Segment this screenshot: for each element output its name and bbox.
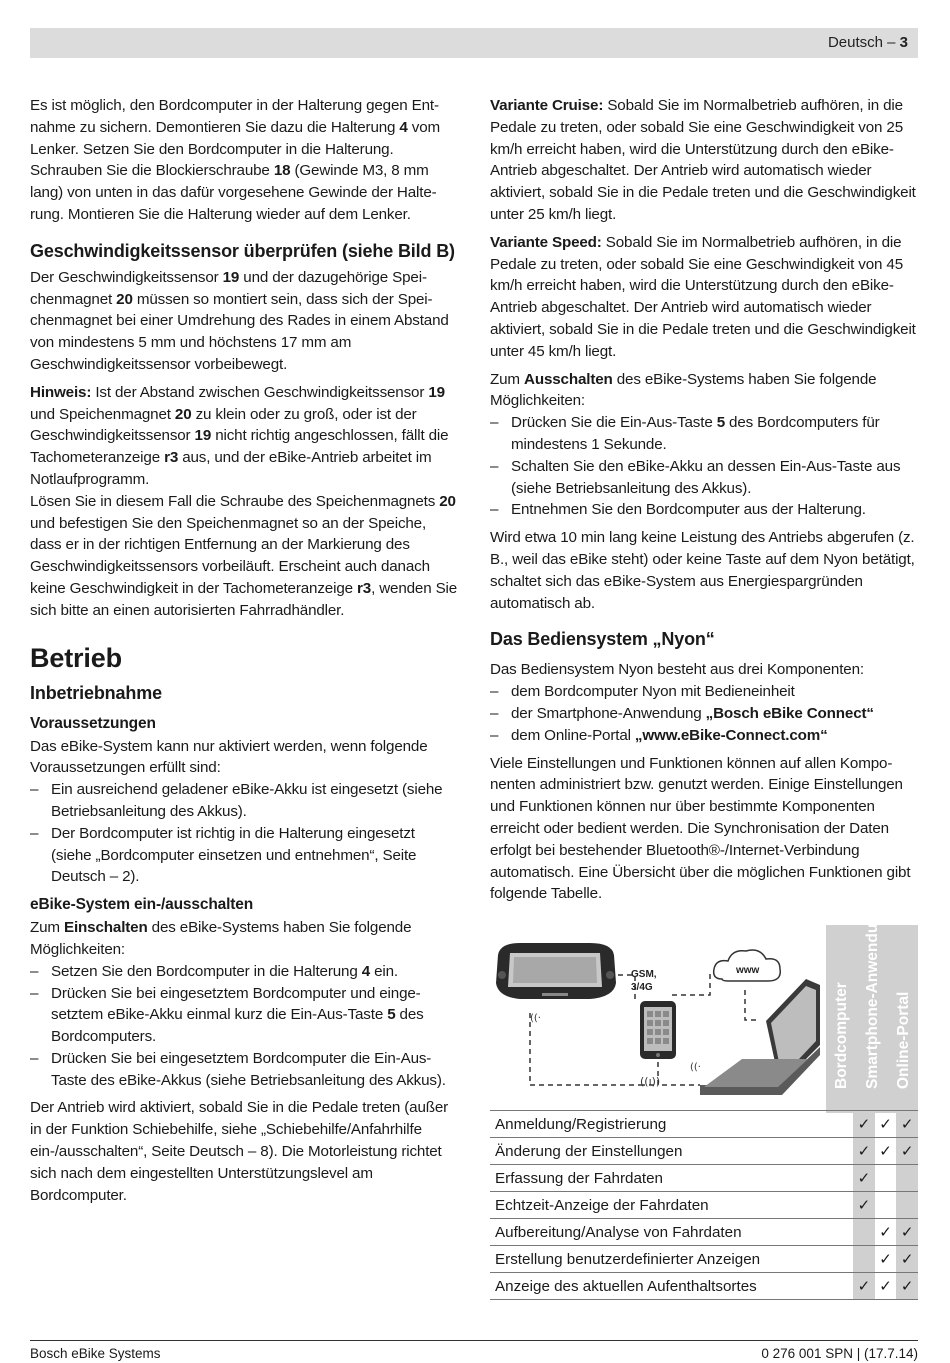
footer-divider (30, 1340, 918, 1341)
section-title-betrieb: Betrieb (30, 642, 122, 673)
list-item: – Setzen Sie den Bordcomputer in die Halterung 4 ein. (30, 961, 458, 983)
feature-label: Anmeldung/Registrierung (490, 1111, 853, 1138)
table-row (490, 1219, 918, 1246)
check-cell: ✓ (896, 1246, 918, 1273)
nyon-heading: Das Bediensystem „Nyon“ (490, 629, 715, 650)
check-cell: ✓ (896, 1111, 918, 1138)
check-cell: ✓ (896, 1219, 918, 1246)
bluetooth-icon: ᛒ (610, 959, 616, 970)
check-cell: ✓ (896, 1138, 918, 1165)
footer-brand: Bosch eBike Systems (30, 1346, 161, 1361)
col-head-smartphone: Smartphone-Anwendung (864, 904, 881, 1089)
footer-doc-number: 0 276 001 SPN | (17.7.14) (761, 1346, 918, 1361)
bluetooth-link-line (530, 1013, 640, 1085)
feature-label: Erstellung benutzerdefinierter Anzeigen (490, 1246, 853, 1273)
nyon-intro: Das Bediensystem Nyon besteht aus drei Komponenten: (490, 661, 864, 679)
gsm-label-2: 3/4G (631, 982, 653, 993)
www-label: www (736, 965, 760, 976)
check-cell: ✓ (875, 1138, 897, 1165)
speed-paragraph: Variante Speed: Sobald Sie im Normalbetrieb aufhören, in die Pedale zu treten, oder sobald Sie eine Geschwindigkeit von 45 km/h erreicht haben, wird die Unterstützung durch den eBike-Antrieb abgeschaltet. Der Antrieb wird automatisch wieder aktiviert, sobald Sie in die Pedale treten und die Geschwindigkeit unter 45 km/h liegt. (490, 233, 916, 360)
antenna-icon: ((ı)) (640, 1075, 661, 1088)
col-head-online-portal: Online-Portal (895, 991, 912, 1089)
list-item: – dem Online-Portal „www.eBike-Connect.com“ (490, 725, 918, 747)
list-item: – Der Bordcomputer ist richtig in die Halterung eingesetzt (siehe „Bordcomputer einsetzen und entnehmen“, Seite Deutsch – 2). (30, 823, 458, 888)
table-row (490, 1246, 918, 1273)
check-cell: ✓ (875, 1111, 897, 1138)
list-item: – Ein ausreichend geladener eBike-Akku ist eingesetzt (siehe Betriebsanleitung des Akkus). (30, 779, 458, 823)
ausschalten-list (490, 412, 918, 521)
subsection-title-inbetriebnahme: Inbetriebnahme (30, 682, 162, 703)
feature-label: Echtzeit-Anzeige der Fahrdaten (490, 1192, 853, 1219)
check-cell: ✓ (853, 1192, 875, 1219)
antrieb-paragraph: Der Antrieb wird aktiviert, sobald Sie in die Pedale treten (außer in der Funktion Schiebehilfe, siehe „Schiebehilfe/Anfahrhilfe ein-/ausschalten“, Seite Deutsch – 8). Die Motorleistung richtet sich nach dem eingestellten Unterstützungslevel am Bordcomputer. (30, 1099, 449, 1204)
check-cell (896, 1165, 918, 1192)
ausschalten-paragraph: Zum Ausschalten des eBike-Systems haben Sie folgende Möglichkeiten: (490, 370, 877, 410)
list-item: – der Smartphone-Anwendung „Bosch eBike Connect“ (490, 703, 918, 725)
list-item: – dem Bordcomputer Nyon mit Bedieneinheit (490, 681, 918, 703)
header-page-label (828, 34, 908, 51)
einschalten-list (30, 961, 458, 1092)
list-item: – Schalten Sie den eBike-Akku an dessen Ein-Aus-Taste aus (siehe Betriebsanleitung des Akkus). (490, 456, 918, 500)
list-item: – Entnehmen Sie den Bordcomputer aus der Halterung. (490, 499, 918, 521)
cloud-icon (714, 950, 781, 981)
signal-icon: ((· (530, 1013, 541, 1024)
check-cell: ✓ (853, 1273, 875, 1300)
speed-sensor-paragraph: Der Geschwindigkeitssensor 19 und der dazugehörige Speichenmagnet 20 müssen so montiert sein, dass sich der Speichenmagnet bei einer Umdrehung des Rades in einem Abstand von mindestens 5 mm und höchstens 17 mm am Geschwindigkeitssensor vorbeibewegt. (30, 268, 449, 373)
right-column (490, 95, 918, 911)
check-cell (875, 1165, 897, 1192)
header-language: Deutsch (827, 34, 883, 51)
nyon-paragraph: Viele Einstellungen und Funktionen können auf allen Komponenten administriert bzw. genutzt werden. Einige Einstellungen und Funktionen können nur über bestimmte Komponenten erreicht oder bedient werden. Die Synchronisation der Daten erfolgt bei bestehender Bluetooth®-/Internet-Verbindung automatisch. Eine Übersicht über die möglichen Funktionen gibt folgende Tabelle. (490, 754, 911, 903)
voraus-list (30, 779, 458, 888)
gsm-label: GSM, (631, 969, 657, 980)
table-row (490, 1192, 918, 1219)
table-row (490, 1138, 918, 1165)
table-column-headers (826, 904, 918, 1113)
feature-label: Erfassung der Fahrdaten (490, 1165, 853, 1192)
nyon-device-icon (496, 943, 616, 999)
header-page-number: 3 (899, 34, 908, 51)
left-column (30, 95, 458, 1212)
voraus-paragraph: Das eBike-System kann nur aktiviert werden, wenn folgende Voraussetzungen erfüllt sind: (30, 737, 428, 777)
check-cell (896, 1192, 918, 1219)
feature-label: Anzeige des aktuellen Aufenthaltsortes (490, 1273, 853, 1300)
list-item: – Drücken Sie bei eingesetztem Bordcomputer und eingesetztem eBike-Akku einmal kurz die Ein-Aus-Taste 5 des Bordcomputers. (30, 983, 458, 1048)
check-cell: ✓ (853, 1165, 875, 1192)
fix-paragraph: Lösen Sie in diesem Fall die Schraube des Speichenmagnets 20 und befestigen Sie den Speichenmagnet so an der Speiche, dass er in der richtigen Entfernung an der Markierung des Geschwindigkeitssensors vorbeiläuft. Erscheint auch danach keine Geschwindigkeit in der Tachometeranzeige r3, wenden Sie sich bitte an einen autorisierten Fahrradhändler. (30, 492, 458, 619)
einschalten-paragraph: Zum Einschalten des eBike-Systems haben Sie folgende Möglichkeiten: (30, 919, 412, 958)
check-cell: ✓ (875, 1219, 897, 1246)
nyon-list (490, 681, 918, 746)
col-head-bordcomputer: Bordcomputer (833, 982, 850, 1089)
heading-voraussetzungen: Voraussetzungen (30, 714, 156, 732)
cloud-to-laptop-line (745, 990, 760, 1020)
table-row (490, 1273, 918, 1300)
heading-ein-aus: eBike-System ein-/ausschalten (30, 896, 254, 914)
hint-paragraph: Hinweis: Ist der Abstand zwischen Geschwindigkeitssensor 19 und Speichenmagnet 20 zu klein oder zu groß, oder ist der Geschwindigkeitssensor 19 nicht richtig angeschlossen, fällt die Tachometeranzeige r3 aus, und der eBike-Antrieb arbeitet im Notlaufprogramm. (30, 383, 449, 488)
wifi-icon: ((· (690, 1062, 701, 1073)
auto-off-paragraph: Wird etwa 10 min lang keine Leistung des Antriebs abgerufen (z. B., weil das eBike steht) oder keine Taste auf dem Nyon betätigt, schaltet sich das eBike-System aus Energiespargründen automatisch ab. (490, 529, 915, 612)
check-cell: ✓ (875, 1246, 897, 1273)
table-row (490, 1111, 918, 1138)
feature-label: Änderung der Einstellungen (490, 1138, 853, 1165)
laptop-icon (700, 979, 820, 1095)
check-cell (875, 1192, 897, 1219)
speed-sensor-heading: Geschwindigkeitssensor überprüfen (siehe Bild B) (30, 240, 455, 261)
check-cell: ✓ (853, 1111, 875, 1138)
check-cell (853, 1246, 875, 1273)
intro-paragraph: Es ist möglich, den Bordcomputer in der Halterung gegen Entnahme zu sichern. Demontieren Sie dazu die Halterung 4 vom Lenker. Setzen Sie den Bordcomputer in die Halterung. Schrauben Sie die Blockierschraube 18 (Gewinde M3, 8 mm lang) von unten in das dafür vorgesehene Gewinde der Halterung. Montieren Sie die Halterung wieder auf dem Lenker. (30, 97, 441, 223)
table-row (490, 1165, 918, 1192)
feature-table (490, 1110, 918, 1300)
list-item: – Drücken Sie die Ein-Aus-Taste 5 des Bordcomputers für mindestens 1 Sekunde. (490, 412, 918, 456)
check-cell: ✓ (875, 1273, 897, 1300)
page-header (30, 28, 918, 58)
header-separator: – (882, 34, 900, 51)
system-diagram (490, 935, 820, 1113)
check-cell (853, 1219, 875, 1246)
cruise-paragraph: Variante Cruise: Sobald Sie im Normalbetrieb aufhören, in die Pedale zu treten, oder sobald Sie eine Geschwindigkeit von 25 km/h erreicht haben, wird die Unterstützung durch den eBike-Antrieb abgeschaltet. Der Antrieb wird automatisch wieder aktiviert, sobald Sie in die Pedale treten und die Geschwindigkeit unter 25 km/h liegt. (490, 97, 916, 223)
list-item: – Drücken Sie bei eingesetztem Bordcomputer die Ein-Aus-Taste des eBike-Akkus (siehe Betriebsanleitung des Akkus). (30, 1048, 458, 1092)
feature-label: Aufbereitung/Analyse von Fahrdaten (490, 1219, 853, 1246)
smartphone-icon (640, 1001, 676, 1059)
check-cell: ✓ (853, 1138, 875, 1165)
check-cell: ✓ (896, 1273, 918, 1300)
